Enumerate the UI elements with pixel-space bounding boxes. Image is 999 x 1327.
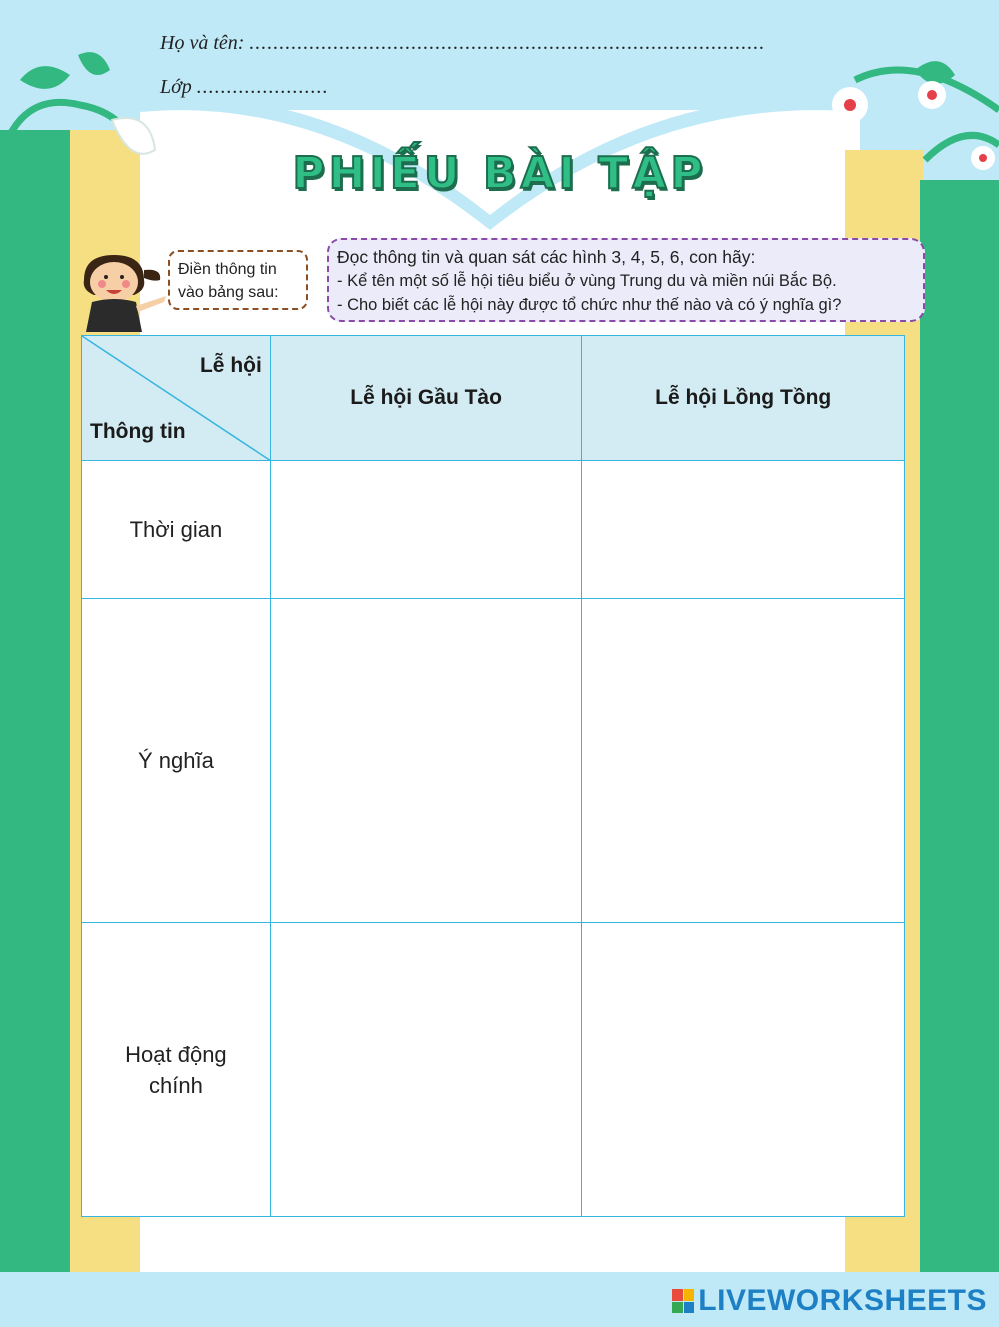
row-label-time: Thời gian xyxy=(82,461,271,599)
class-label: Lớp xyxy=(160,76,192,98)
liveworksheets-logo-icon xyxy=(672,1289,694,1313)
class-dots[interactable]: ...................... xyxy=(196,76,329,98)
corner-header-cell xyxy=(82,336,271,461)
festival-info-table xyxy=(81,335,905,1217)
instruction-left-text: Điền thông tin vào bảng sau: xyxy=(178,261,279,301)
answer-cell-gau-tao-activities[interactable] xyxy=(270,923,582,1217)
table-row xyxy=(82,461,905,599)
liveworksheets-logo xyxy=(672,1284,987,1318)
answer-cell-gau-tao-time[interactable] xyxy=(270,461,582,599)
student-name-line xyxy=(160,32,765,55)
table-row xyxy=(82,923,905,1217)
name-label: Họ và tên: xyxy=(160,32,245,54)
answer-cell-long-tong-meaning[interactable] xyxy=(582,599,905,923)
instruction-line-2: - Cho biết các lễ hội này được tổ chức như thế nào và có ý nghĩa gì? xyxy=(337,296,842,314)
row-label-main-activities: Hoạt động chính xyxy=(82,923,271,1217)
name-dots[interactable]: ...................................................................................... xyxy=(249,32,766,54)
row-label-meaning: Ý nghĩa xyxy=(82,599,271,923)
left-green-pillar xyxy=(0,130,70,1272)
answer-cell-long-tong-time[interactable] xyxy=(582,461,905,599)
right-green-pillar xyxy=(920,180,999,1272)
table-header-row xyxy=(82,336,905,461)
instruction-bubble-right xyxy=(327,238,925,322)
answer-cell-long-tong-activities[interactable] xyxy=(582,923,905,1217)
instruction-heading: Đọc thông tin và quan sát các hình 3, 4, 5, 6, con hãy: xyxy=(337,247,756,267)
table-row xyxy=(82,599,905,923)
page-title: PHIẾU BÀI TẬP xyxy=(292,148,707,199)
answer-cell-gau-tao-meaning[interactable] xyxy=(270,599,582,923)
instruction-bubble-left xyxy=(168,250,308,310)
girl-character-illustration xyxy=(74,250,166,332)
corner-label-info: Thông tin xyxy=(90,420,186,443)
class-line xyxy=(160,76,329,99)
column-header-long-tong: Lễ hội Lồng Tồng xyxy=(582,336,905,461)
brand-name: LIVEWORKSHEETS xyxy=(698,1284,987,1317)
corner-label-festival: Lễ hội xyxy=(199,354,262,377)
column-header-gau-tao: Lễ hội Gầu Tào xyxy=(270,336,582,461)
instruction-line-1: - Kể tên một số lễ hội tiêu biểu ở vùng Trung du và miền núi Bắc Bộ. xyxy=(337,272,837,290)
